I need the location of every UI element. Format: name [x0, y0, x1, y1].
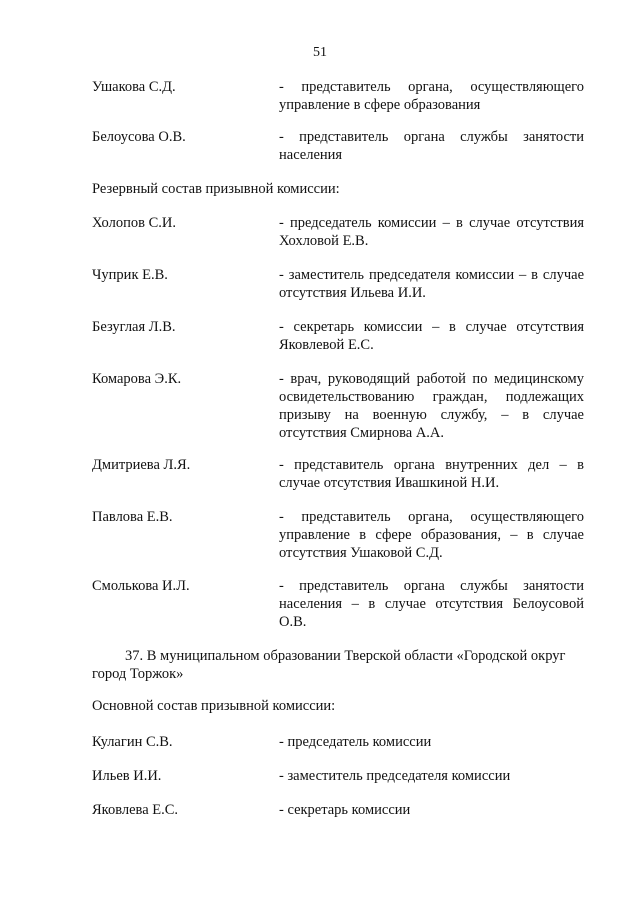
- member-name: Белоусова О.В.: [92, 129, 186, 145]
- member-role: - представитель органа, осуществляющего управление в сфере образования: [279, 79, 584, 113]
- member-role: - председатель комиссии: [279, 734, 432, 750]
- main-heading: Основной состав призывной комиссии:: [92, 698, 336, 714]
- member-name: Комарова Э.К.: [92, 371, 182, 387]
- member-role: - представитель органа внутренних дел – в случае отсутствия Ивашкиной Н.И.: [279, 457, 584, 491]
- member-name: Кулагин С.В.: [92, 734, 173, 750]
- member-role: - представитель органа службы занятости населения – в случае отсутствия Белоусовой О.В.: [279, 578, 584, 630]
- member-name: Яковлева Е.С.: [92, 802, 179, 818]
- page-number: 51: [313, 45, 327, 60]
- member-name: Безуглая Л.В.: [92, 319, 176, 335]
- member-name: Ушакова С.Д.: [92, 79, 176, 95]
- member-role: - представитель органа службы занятости населения: [279, 129, 584, 163]
- member-name: Ильев И.И.: [92, 768, 162, 784]
- member-name: Смолькова И.Л.: [92, 578, 190, 594]
- reserve-heading: Резервный состав призывной комиссии:: [92, 181, 340, 197]
- member-name: Павлова Е.В.: [92, 509, 173, 525]
- member-role: - секретарь комиссии – в случае отсутствия Яковлевой Е.С.: [279, 319, 584, 353]
- member-role: - заместитель председателя комиссии – в случае отсутствия Ильева И.И.: [279, 267, 584, 301]
- member-role: - секретарь комиссии: [279, 802, 411, 818]
- member-role: - председатель комиссии – в случае отсутствия Хохловой Е.В.: [279, 215, 584, 249]
- member-role: - врач, руководящий работой по медицинскому освидетельствованию граждан, подлежащих призыву на военную службу, – в случае отсутствия Смирнова А.А.: [279, 371, 584, 441]
- member-name: Дмитриева Л.Я.: [92, 457, 191, 473]
- section-paragraph: 37. В муниципальном образовании Тверской области «Городской округ город Торжок»: [92, 648, 566, 682]
- member-name: Холопов С.И.: [92, 215, 176, 231]
- member-role: - заместитель председателя комиссии: [279, 768, 511, 784]
- member-name: Чуприк Е.В.: [92, 267, 168, 283]
- member-role: - представитель органа, осуществляющего управление в сфере образования, – в случае отсутствия Ушаковой С.Д.: [279, 509, 584, 561]
